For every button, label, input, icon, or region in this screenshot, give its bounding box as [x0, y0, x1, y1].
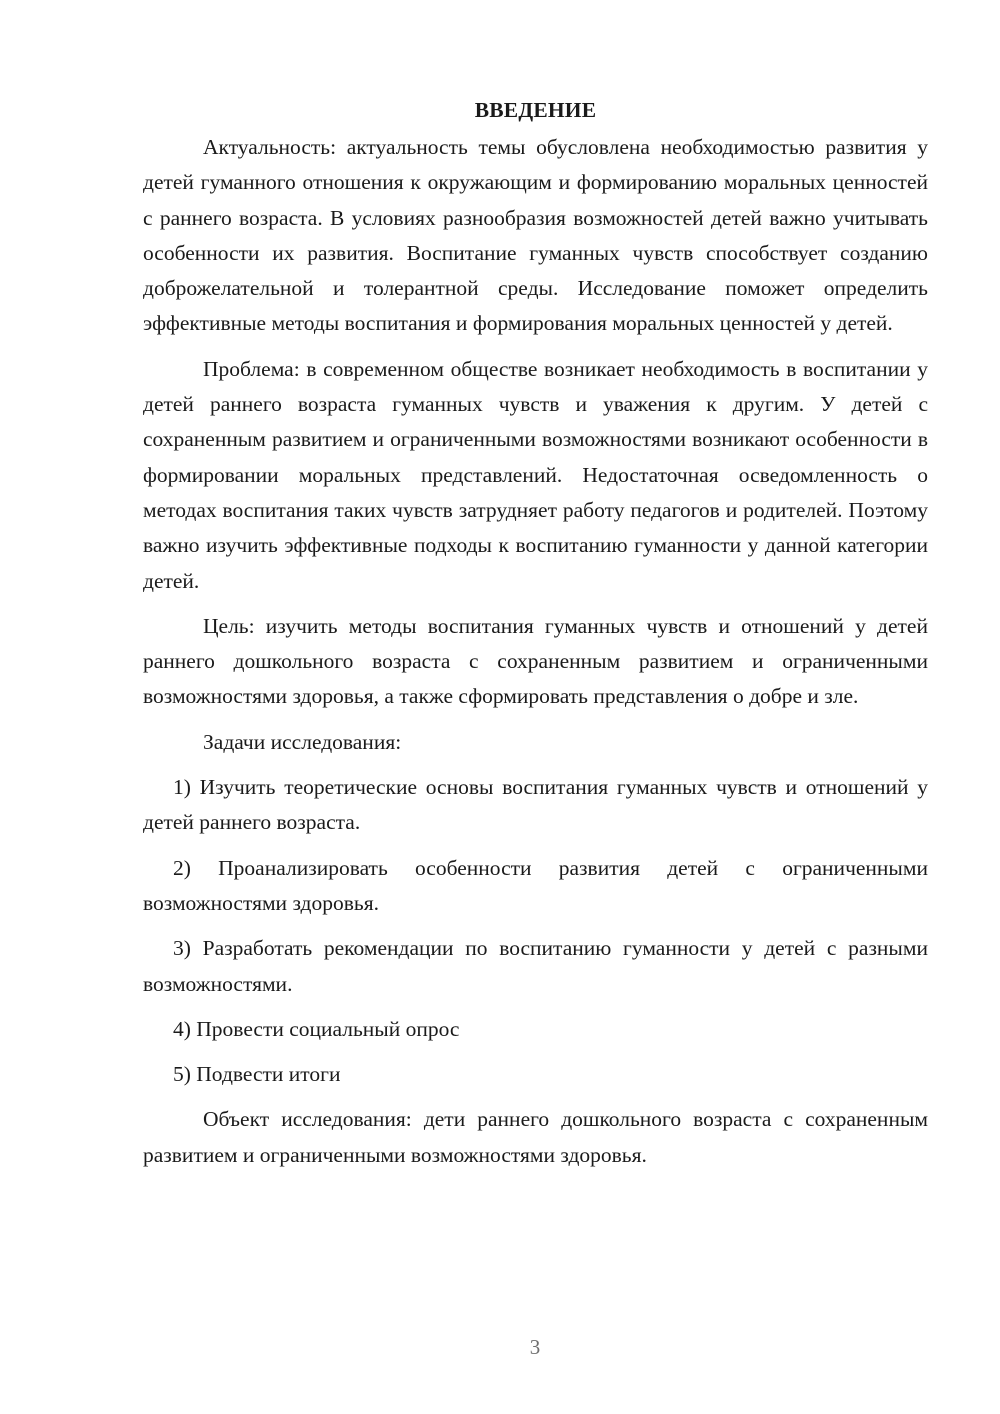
goal-paragraph: Цель: изучить методы воспитания гуманных чувств и отношений у детей раннего дошкольного возраста с сохраненным развитием и ограниченными возможностями здоровья, а также сформировать представления о добре и зле. — [143, 613, 928, 709]
task-item-2: 2) Проанализировать особенности развития детей с ограниченными возможностями здоровья. — [143, 855, 928, 915]
task-item-3: 3) Разработать рекомендации по воспитанию гуманности у детей с разными возможностями. — [143, 936, 928, 996]
page-content — [143, 95, 928, 1173]
page-number: 3 — [529, 1335, 541, 1359]
task-item-1: 1) Изучить теоретические основы воспитания гуманных чувств и отношений у детей раннего возраста. — [143, 775, 928, 835]
object-paragraph: Объект исследования: дети раннего дошкольного возраста с сохраненным развитием и ограниченными возможностями здоровья. — [143, 1107, 928, 1167]
relevance-paragraph: Актуальность: актуальность темы обусловлена необходимостью развития у детей гуманного отношения к окружающим и формированию моральных ценностей с раннего возраста. В условиях разнообразия возможностей детей важно учитывать особенности их развития. Воспитание гуманных чувств способствует созданию доброжелательной и толерантной среды. Исследование поможет определить эффективные методы воспитания и формирования моральных ценностей у детей. — [143, 135, 928, 336]
task-item-5: 5) Подвести итоги — [173, 1062, 341, 1087]
tasks-heading: Задачи исследования: — [203, 729, 402, 754]
section-heading: ВВЕДЕНИЕ — [474, 98, 597, 122]
task-item-4: 4) Провести социальный опрос — [173, 1016, 460, 1041]
problem-paragraph: Проблема: в современном обществе возникает необходимость в воспитании у детей раннего возраста гуманных чувств и уважения к другим. У детей с сохраненным развитием и ограниченными возможностями возникают особенности в формировании моральных представлений. Недостаточная осведомленность о методах воспитания таких чувств затрудняет работу педагогов и родителей. Поэтому важно изучить эффективные подходы к воспитанию гуманности у данной категории детей. — [143, 356, 928, 593]
